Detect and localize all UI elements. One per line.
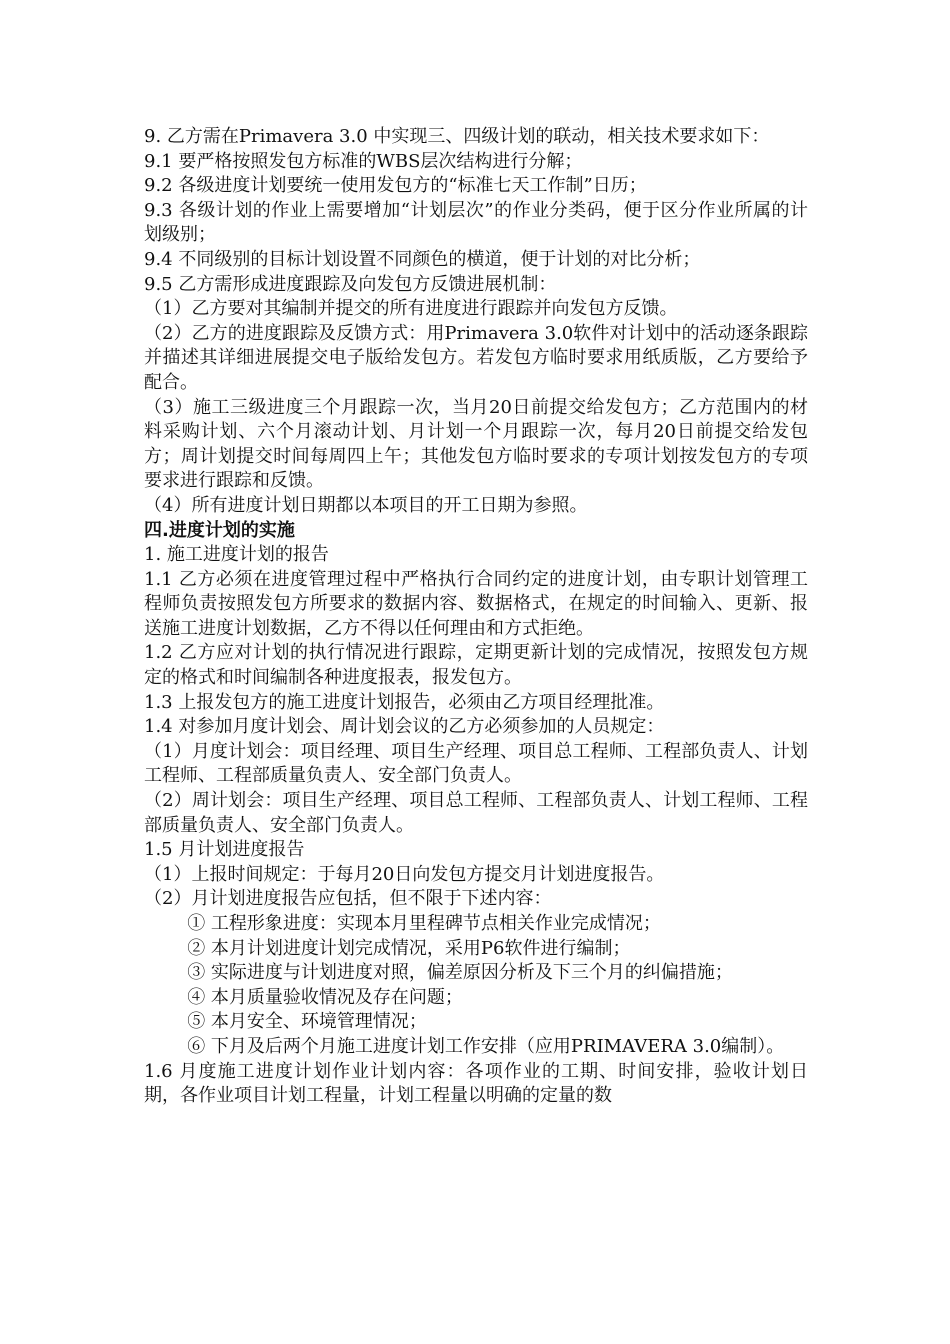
paragraph-9-4: 9.4 不同级别的目标计划设置不同颜色的横道，便于计划的对比分析； bbox=[144, 248, 701, 270]
paragraph-1-4-item-2: （2）周计划会：项目生产经理、项目总工程师、工程部负责人、计划工程师、工程部质量负责人、安全部门负责人。 bbox=[144, 790, 808, 836]
paragraph-9-5-item-4: （4）所有进度计划日期都以本项目的开工日期为参照。 bbox=[144, 494, 588, 516]
paragraph-9-5-item-2: （2）乙方的进度跟踪及反馈方式：用Primavera 3.0软件对计划中的活动逐条跟踪并描述其详细进展提交电子版给发包方。若发包方临时要求用纸质版，乙方要给予配合。 bbox=[144, 322, 808, 393]
paragraph-1-5: 1.5 月计划进度报告 bbox=[144, 839, 305, 861]
report-item-5: ⑤ 本月安全、环境管理情况； bbox=[187, 1011, 427, 1033]
paragraph-9-5: 9.5 乙方需形成进度跟踪及向发包方反馈进展机制： bbox=[144, 273, 557, 295]
paragraph-1-3: 1.3 上报发包方的施工进度计划报告，必须由乙方项目经理批准。 bbox=[144, 691, 665, 713]
paragraph-1-5-item-1: （1）上报时间规定：于每月20日向发包方提交月计划进度报告。 bbox=[144, 863, 665, 885]
subheading-1: 1. 施工进度计划的报告 bbox=[144, 544, 329, 566]
paragraph-1-6: 1.6 月度施工进度计划作业计划内容：各项作业的工期、时间安排，验收计划日期，各作业项目计划工程量，计划工程量以明确的定量的数 bbox=[144, 1060, 808, 1107]
section-heading-4: 四.进度计划的实施 bbox=[144, 519, 295, 541]
paragraph-9-3: 9.3 各级计划的作业上需要增加“计划层次”的作业分类码，便于区分作业所属的计划级别； bbox=[144, 199, 808, 246]
paragraph-9-5-item-3: （3）施工三级进度三个月跟踪一次，当月20日前提交给发包方；乙方范围内的材料采购计划、六个月滚动计划、月计划一个月跟踪一次，每月20日前提交给发包方；周计划提交时间每周四上午；其他发包方临时要求的专项计划按发包方的专项要求进行跟踪和反馈。 bbox=[144, 396, 808, 492]
report-item-1: ① 工程形象进度：实现本月里程碑节点相关作业完成情况； bbox=[187, 913, 661, 934]
paragraph-9-5-item-1: （1）乙方要对其编制并提交的所有进度进行跟踪并向发包方反馈。 bbox=[144, 298, 678, 320]
paragraph-9: 9. 乙方需在Primavera 3.0 中实现三、四级计划的联动，相关技术要求如下： bbox=[144, 126, 770, 147]
report-item-3: ③ 实际进度与计划进度对照，偏差原因分析及下三个月的纠偏措施； bbox=[187, 962, 733, 984]
paragraph-9-2: 9.2 各级进度计划要统一使用发包方的“标准七天工作制”日历； bbox=[144, 175, 647, 197]
document-body bbox=[144, 125, 808, 1109]
report-item-6: ⑥ 下月及后两个月施工进度计划工作安排（应用PRIMAVERA 3.0编制）。 bbox=[187, 1035, 785, 1057]
report-item-4: ④ 本月质量验收情况及存在问题； bbox=[187, 986, 463, 1008]
paragraph-1-4: 1.4 对参加月度计划会、周计划会议的乙方必须参加的人员规定： bbox=[144, 716, 665, 738]
paragraph-1-5-item-2: （2）月计划进度报告应包括，但不限于下述内容： bbox=[144, 888, 552, 910]
paragraph-1-2: 1.2 乙方应对计划的执行情况进行跟踪，定期更新计划的完成情况，按照发包方规定的格式和时间编制各种进度报表，报发包方。 bbox=[144, 642, 808, 689]
paragraph-9-1: 9.1 要严格按照发包方标准的WBS层次结构进行分解； bbox=[144, 150, 583, 172]
paragraph-1-4-item-1: （1）月度计划会：项目经理、项目生产经理、项目总工程师、工程部负责人、计划工程师、工程部质量负责人、安全部门负责人。 bbox=[144, 740, 808, 787]
report-item-2: ② 本月计划进度计划完成情况，采用P6软件进行编制； bbox=[187, 937, 631, 959]
paragraph-1-1: 1.1 乙方必须在进度管理过程中严格执行合同约定的进度计划，由专职计划管理工程师负责按照发包方所要求的数据内容、数据格式，在规定的时间输入、更新、报送施工进度计划数据，乙方不得以任何理由和方式拒绝。 bbox=[144, 568, 808, 639]
